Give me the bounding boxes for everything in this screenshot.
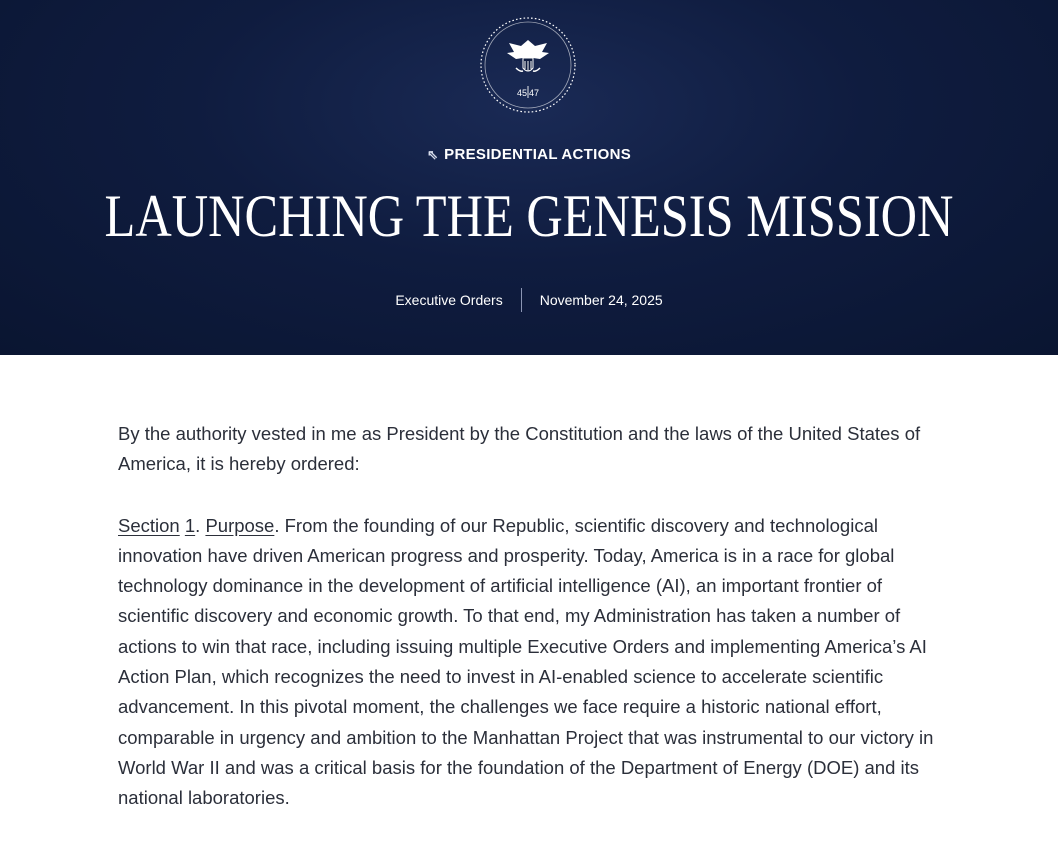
post-meta <box>0 288 1058 312</box>
category-link[interactable] <box>0 146 1058 163</box>
section-separator: . <box>195 514 206 536</box>
intro-paragraph: By the authority vested in me as President by the Constitution and the laws of the United States of America, it is hereby ordered: <box>118 423 921 475</box>
seal-number-right: 47 <box>528 88 540 98</box>
page-header <box>0 0 1058 355</box>
purpose-text: . From the founding of our Republic, scientific discovery and technological innovation have driven American progress and prosperity. Today, America is in a race for global technology dominance in the development of artificial intelligence (AI), an important frontier of scientific discovery and economic growth. To that end, my Administration has taken a number of actions to win that race, including issuing multiple Executive Orders and implementing America’s AI Action Plan, which recognizes the need to invest in AI-enabled science to accelerate scientific advancement. In this pivotal moment, the challenges we face require a historic national effort, comparable in urgency and ambition to the Manhattan Project that was instrumental to our victory in World War II and was a critical basis for the foundation of the Department of Energy (DOE) and its national laboratories. <box>118 514 934 809</box>
section-1-paragraph <box>118 511 943 814</box>
purpose-label: Purpose <box>205 514 275 536</box>
post-type-link[interactable]: Executive Orders <box>395 292 503 308</box>
presidential-seal-icon <box>479 16 577 114</box>
seal-number-left: 45 <box>516 88 528 98</box>
article-body <box>118 419 943 845</box>
page-title: LAUNCHING THE GENESIS MISSION <box>104 183 954 249</box>
arrow-up-left-icon: ⇖ <box>426 147 439 162</box>
post-date: November 24, 2025 <box>539 292 663 308</box>
meta-divider <box>521 288 522 312</box>
section-number: 1 <box>184 514 196 536</box>
section-label: Section <box>118 514 180 536</box>
category-label: PRESIDENTIAL ACTIONS <box>444 146 632 163</box>
